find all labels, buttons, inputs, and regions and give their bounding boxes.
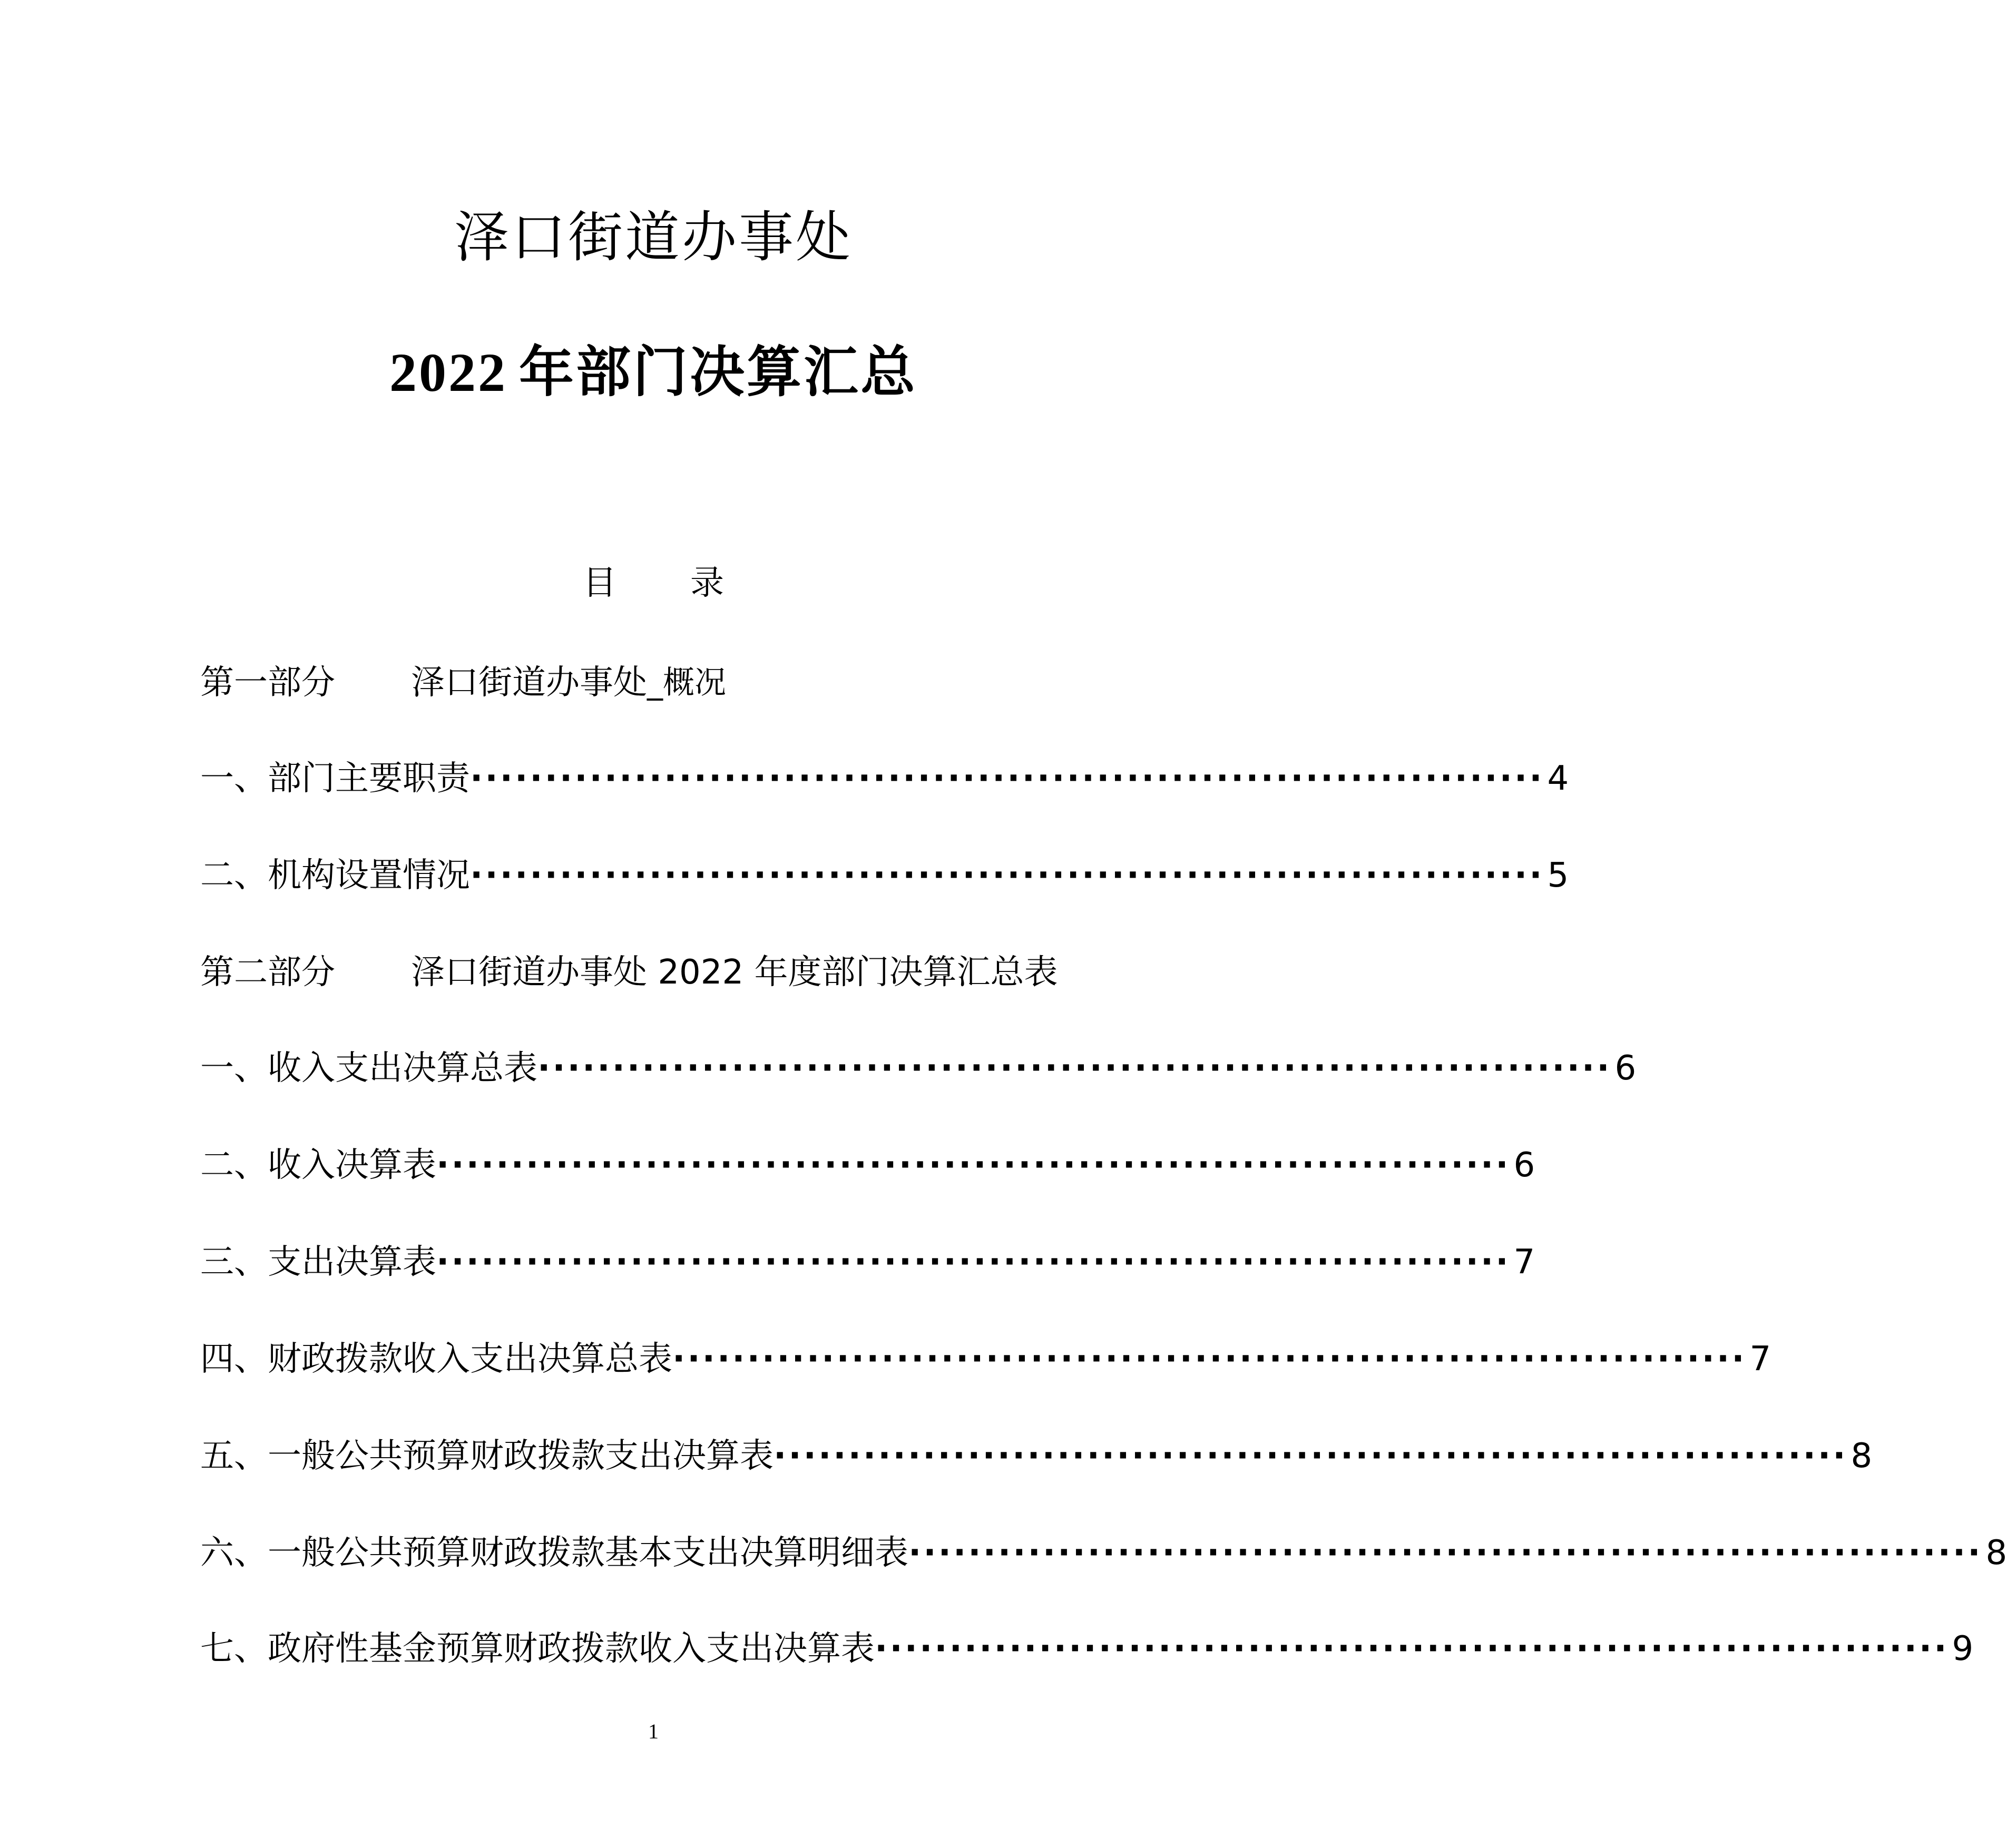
document-title-subtitle: 年部门决算汇总 xyxy=(518,339,917,404)
page-number: 1 xyxy=(648,1719,659,1743)
toc-entry[interactable] xyxy=(200,1333,1771,1385)
toc-entry[interactable] xyxy=(200,1042,1637,1095)
part2-name: 第二部分 xyxy=(200,953,335,992)
toc-entry-page: 8 xyxy=(1985,1534,2007,1572)
toc-entry-page: 6 xyxy=(1513,1146,1535,1185)
toc-entry-page: 8 xyxy=(1851,1437,1873,1476)
toc-heading-right: 录 xyxy=(690,564,724,603)
toc-entry[interactable] xyxy=(200,849,1569,902)
toc-heading xyxy=(0,559,1307,607)
toc-entry-label: 四、财政拨款收入支出决算总表 xyxy=(200,1340,672,1379)
part1-title: 泽口街道办事处 xyxy=(411,663,647,702)
toc-entry[interactable] xyxy=(200,1236,1535,1289)
toc-entry-label: 二、机构设置情况 xyxy=(200,856,470,895)
part1-name: 第一部分 xyxy=(200,663,335,702)
toc-entry-page: 7 xyxy=(1513,1243,1535,1282)
toc-part1-heading xyxy=(200,656,1107,709)
toc-entry-label: 三、支出决算表 xyxy=(200,1243,436,1282)
toc-entry-page: 4 xyxy=(1547,759,1569,798)
toc-entry-page: 6 xyxy=(1614,1049,1637,1088)
toc-entry-label: 二、收入决算表 xyxy=(200,1146,436,1185)
toc-entry[interactable] xyxy=(200,1623,1974,1675)
toc-leader-dots: ········································································ xyxy=(908,1534,1983,1572)
toc-leader-dots: ········································································ xyxy=(470,759,1544,798)
toc-entry-label: 一、部门主要职责 xyxy=(200,759,470,798)
document-title-line2 xyxy=(0,335,1307,410)
toc-leader-dots: ········································································ xyxy=(436,1146,1511,1185)
toc-entry-page: 7 xyxy=(1749,1340,1771,1379)
toc-entry-page: 9 xyxy=(1952,1629,1974,1668)
document-title-year: 2022 xyxy=(389,342,507,403)
toc-leader-dots: ········································································ xyxy=(470,856,1544,895)
toc-entry[interactable] xyxy=(200,1430,1873,1482)
part2-title: 泽口街道办事处 2022 年度部门决算汇总表 xyxy=(411,953,1058,992)
document-title-line1: 泽口街道办事处 xyxy=(454,205,853,269)
toc-heading-left: 目 xyxy=(583,564,616,603)
toc-entry-label: 六、一般公共预算财政拨款基本支出决算明细表 xyxy=(200,1534,908,1572)
toc-entry-page: 5 xyxy=(1547,856,1569,895)
toc-entry-label: 一、收入支出决算总表 xyxy=(200,1049,537,1088)
toc-leader-dots: ········································································ xyxy=(774,1437,1848,1476)
toc-entry[interactable] xyxy=(200,752,1569,805)
toc-entry[interactable] xyxy=(200,1527,2007,1579)
toc-leader-dots: ········································································ xyxy=(672,1340,1747,1379)
toc-leader-dots: ········································································ xyxy=(537,1049,1612,1088)
toc-entry-label: 七、政府性基金预算财政拨款收入支出决算表 xyxy=(200,1629,875,1668)
toc-entry[interactable] xyxy=(200,1139,1535,1192)
part1-suffix: _概况 xyxy=(647,664,726,701)
toc-part2-heading xyxy=(200,946,1107,999)
toc-leader-dots: ········································································ xyxy=(875,1629,1949,1668)
toc-entry-label: 五、一般公共预算财政拨款支出决算表 xyxy=(200,1437,774,1476)
toc-leader-dots: ········································································ xyxy=(436,1243,1511,1282)
